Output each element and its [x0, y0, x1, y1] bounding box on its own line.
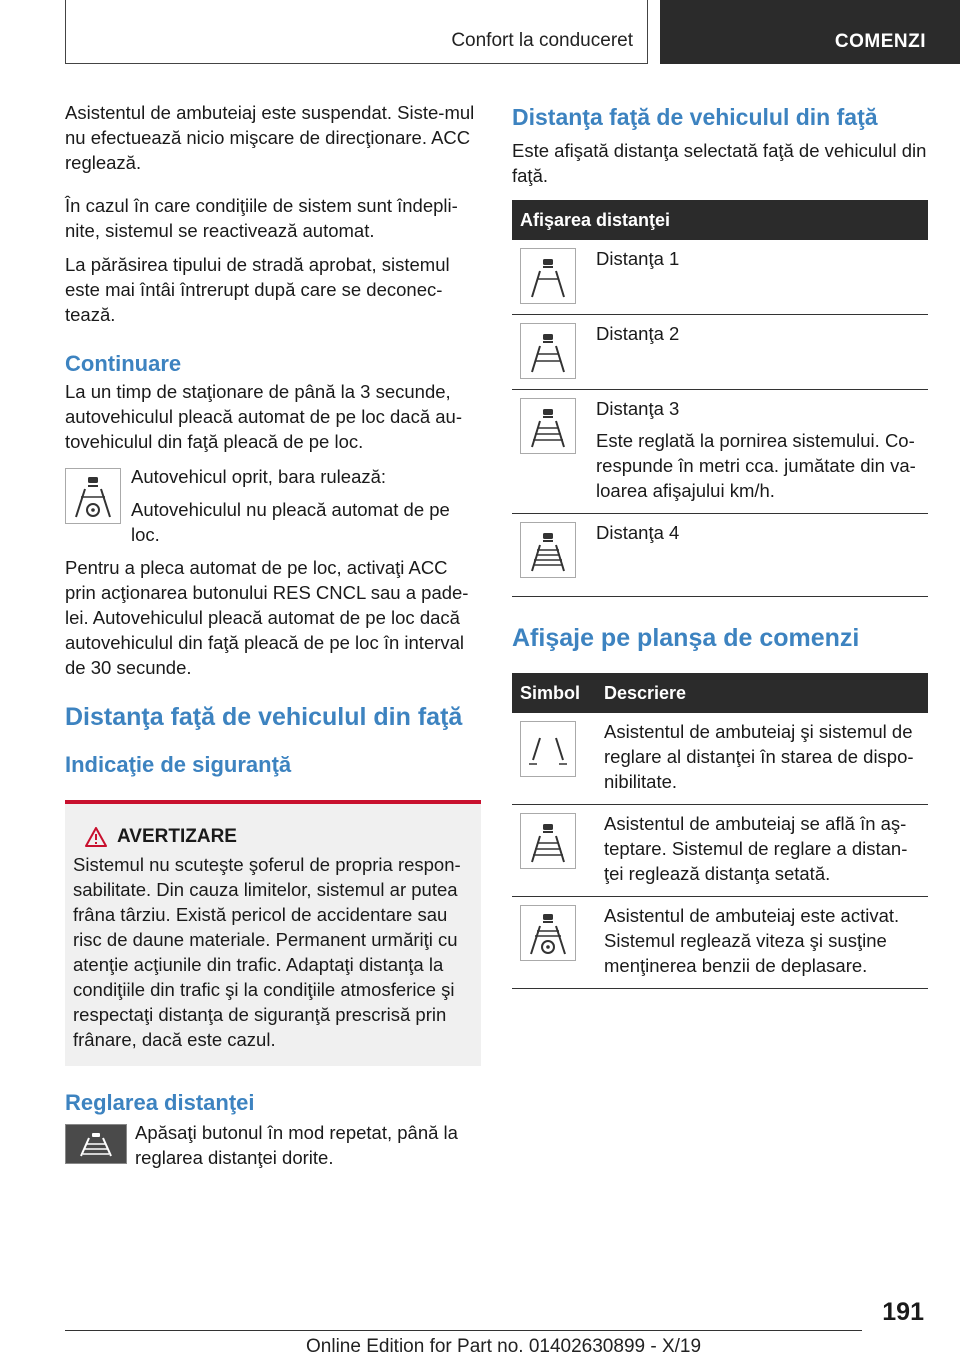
panel-table	[512, 673, 928, 989]
table-row	[512, 315, 928, 390]
heading-adjust: Reglarea distanţei	[65, 1090, 255, 1115]
footer-divider	[65, 1330, 862, 1331]
right-column	[512, 102, 928, 989]
lanes-waiting-icon	[520, 813, 576, 869]
left-column	[65, 100, 481, 1170]
warning-text: Sistemul nu scuteşte şoferul de propria respon-sabilitate. Din cauza limitelor, sistemul ar putea frâna târziu. Există pericol de accidentare sau risc de daune materiale. Permanent urmăriţi cu atenţie acţiunile din trafic. Adaptaţi distanţa la condiţiile din trafic şi la condiţiile atmosferice şi respectaţi distanţa de siguranţă prescrisă prin frânare, dacă este cazul.	[73, 854, 461, 1050]
table-row	[512, 240, 928, 315]
distance-3-note: Este reglată la pornirea sistemului. Co-respunde în metri cca. jumătate din va-loarea afişajului km/h.	[596, 430, 916, 501]
paragraph-distance-intro: Este afişată distanţa selectată faţă de vehiculul din faţă.	[512, 140, 927, 186]
distance-2-icon	[520, 323, 576, 379]
distance-3-text: Distanţa 3	[596, 398, 680, 419]
table-row	[512, 514, 928, 597]
table-row	[512, 805, 928, 897]
heading-continuare: Continuare	[65, 351, 182, 376]
distance-4-text: Distanţa 4	[596, 522, 680, 543]
header-chapter: COMENZI	[834, 31, 926, 52]
col-description: Descriere	[598, 673, 928, 713]
header-chapter-tab	[660, 0, 960, 64]
panel-row-2-text: Asistentul de ambuteiaj se află în aş-teptare. Sistemul de reglare a distan-ţei reglează distanţa setată.	[604, 813, 908, 884]
header-section-tab	[65, 0, 648, 64]
paragraph-continuare: La un timp de staţionare de până la 3 secunde, autovehiculul pleacă automat de pe loc dacă au-tovehiculul din faţă pleacă de pe loc.	[65, 381, 462, 452]
distance-3-icon	[520, 398, 576, 454]
panel-row-3-text: Asistentul de ambuteiaj este activat. Sistemul reglează viteza şi susţine menţinerea benzii de deplasare.	[604, 905, 900, 976]
table-row	[512, 390, 928, 514]
heading-panel: Afişaje pe planşa de comenzi	[512, 624, 860, 652]
edition-text: Online Edition for Part no. 01402630899 - X/19	[306, 1336, 702, 1357]
adjust-text: Apăsaţi butonul în mod repetat, până la reglarea distanţei dorite.	[135, 1122, 458, 1168]
warning-label: AVERTIZARE	[117, 826, 237, 847]
distance-1-icon	[520, 248, 576, 304]
distance-table	[512, 200, 928, 597]
paragraph-leave-road: La părăsirea tipului de stradă aprobat, sistemul este mai întâi întrerupt după care se deconec-tează.	[65, 254, 450, 325]
warning-triangle-icon	[85, 827, 107, 847]
col-symbol: Simbol	[512, 673, 598, 713]
distance-2-text: Distanţa 2	[596, 323, 680, 344]
panel-row-1-text: Asistentul de ambuteiaj şi sistemul de reglare al distanţei în starea de dispo-nibilitate.	[604, 721, 914, 792]
paragraph-suspended: Asistentul de ambuteiaj este suspendat. Siste-mul nu efectuează nicio mişcare de direcţionare. ACC reglează.	[65, 102, 475, 173]
icon-text-no-start: Autovehiculul nu pleacă automat de pe loc.	[131, 499, 450, 545]
lanes-standby-icon	[520, 721, 576, 777]
icon-text-stopped: Autovehicul oprit, bara rulează:	[131, 466, 387, 487]
heading-distance-right: Distanţa faţă de vehiculul din faţă	[512, 104, 878, 130]
distance-table-header: Afişarea distanţei	[512, 200, 928, 240]
icon-info-block	[65, 464, 481, 547]
distance-button-icon	[65, 1124, 127, 1164]
paragraph-reactivate: În cazul în care condiţiile de sistem sunt îndepli-nite, sistemul se reactivează automat.	[65, 195, 458, 241]
table-row	[512, 897, 928, 989]
header-section: Confort la conduceret	[451, 30, 633, 51]
distance-4-icon	[520, 522, 576, 578]
adjust-block	[65, 1120, 481, 1170]
assist-steering-icon	[65, 468, 121, 524]
distance-1-text: Distanţa 1	[596, 248, 680, 269]
heading-distance: Distanţa faţă de vehiculul din faţă	[65, 703, 463, 731]
table-row	[512, 713, 928, 805]
page-number: 191	[882, 1298, 924, 1326]
heading-safety: Indicaţie de siguranţă	[65, 752, 292, 777]
warning-box	[65, 800, 481, 1066]
lanes-active-steering-icon	[520, 905, 576, 961]
paragraph-start-off: Pentru a pleca automat de pe loc, activaţi ACC prin acţionarea butonului RES CNCL sau a pade-lei. Autovehiculul pleacă automat de pe loc dacă autovehiculul din faţă pleacă de pe loc în interval de 30 secunde.	[65, 557, 469, 678]
